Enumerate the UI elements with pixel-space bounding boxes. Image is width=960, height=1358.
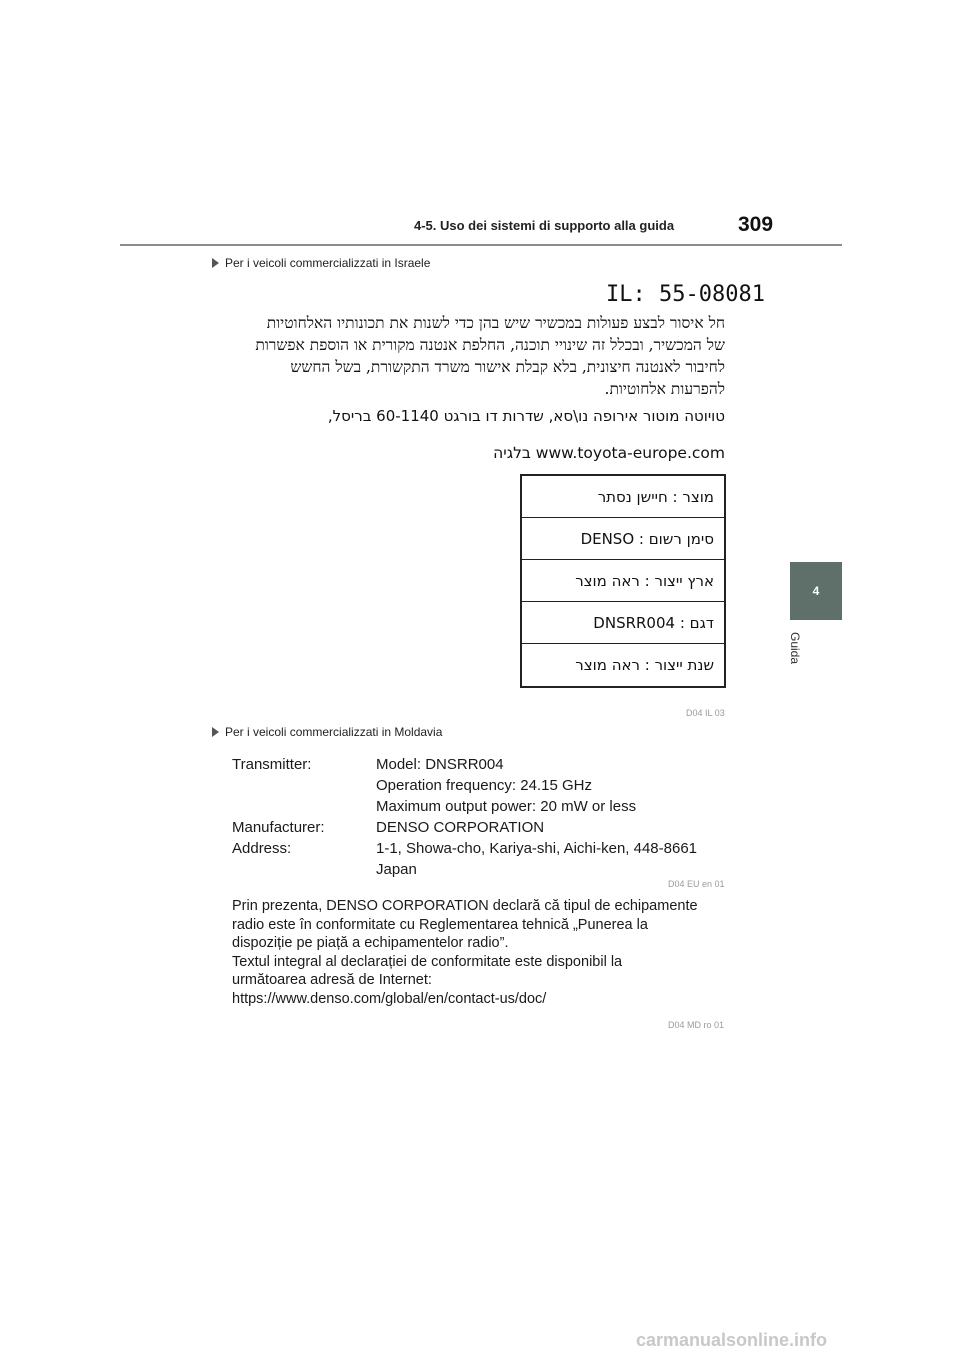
product-label-box [520,474,726,688]
chapter-number: 4 [812,584,820,598]
label-row-country: ארץ ייצור : ראה מוצר [522,560,724,602]
spec-value: Japan [376,861,417,878]
spec-value: 1-1, Showa-cho, Kariya-shi, Aichi-ken, 448-8661 [376,840,698,857]
spec-key [232,796,376,817]
hebrew-line: של המכשיר, ובכלל זה שינויי תוכנה, החלפת אנטנה מקורית או הוספת אפשרות [255,336,725,354]
conformity-declaration [232,897,732,1008]
watermark: carmanualsonline.info [636,1330,828,1350]
declaration-line: dispoziție pe piață a echipamentelor radio”. [232,935,509,951]
spec-value: DENSO CORPORATION [376,819,545,836]
spec-key: Transmitter: [232,756,312,773]
spec-code: D04 EU en 01 [668,879,725,889]
spec-value: Model: DNSRR004 [376,756,504,773]
declaration-code: D04 MD ro 01 [668,1020,725,1030]
spec-row [232,817,732,838]
spec-key: Manufacturer: [232,819,325,836]
israel-bullet-text: Per i veicoli commercializzati in Israele [225,256,431,270]
hebrew-line: להפרעות אלחוטיות. [604,380,725,398]
moldova-bullet [212,725,442,739]
hebrew-line: לחיבור לאנטנה חיצונית, בלא קבלת אישור משרד התקשורת, בשל החשש [290,358,725,376]
spec-key [232,859,376,880]
declaration-line: Prin prezenta, DENSO CORPORATION declară că tipul de echipamente [232,898,698,914]
bullet-arrow-icon [212,258,219,268]
spec-row [232,754,732,775]
bullet-arrow-icon [212,727,219,737]
spec-row [232,859,732,880]
chapter-tab [790,562,842,620]
declaration-line: radio este în conformitate cu Reglementarea tehnică „Punerea la [232,916,648,933]
section-title: 4-5. Uso dei sistemi di supporto alla guida [414,218,675,233]
label-row-product: מוצר : חיישן נסתר [522,476,724,518]
israel-website: www.toyota-europe.com בלגיה [493,444,725,462]
spec-value: Operation frequency: 24.15 GHz [376,777,592,794]
declaration-line: Textul integral al declarației de conformitate este disponibil la [232,953,623,970]
declaration-url[interactable]: https://www.denso.com/global/en/contact-us/doc/ [232,990,547,1007]
spec-key [232,775,376,796]
declaration-line: următoarea adresă de Internet: [232,972,432,988]
israel-image-code: D04 IL 03 [686,708,725,718]
chapter-label: Guida [788,632,802,665]
header-rule [120,244,842,246]
label-row-year: שנת ייצור : ראה מוצר [575,656,714,674]
israel-importer-address: טויוטה מוטור אירופה נו\סא, שדרות דו בורגט 60-1140 בריסל, [327,407,725,425]
spec-row [232,838,732,859]
hebrew-line: חל איסור לבצע פעולות במכשיר שיש בהן כדי לשנות את תכונותיו האלחוטיות [266,314,725,332]
label-row-brand: סימן רשום : DENSO [522,518,724,560]
il-approval-code: IL: 55-08081 [606,282,765,307]
chapter-label-wrap [786,632,808,682]
page-number: 309 [738,213,774,236]
spec-value: Maximum output power: 20 mW or less [376,798,637,815]
spec-row [232,775,732,796]
label-row-model: דגם : DNSRR004 [522,602,724,644]
moldova-bullet-text: Per i veicoli commercializzati in Moldavia [225,725,443,739]
spec-row [232,796,732,817]
israel-bullet [212,256,430,270]
spec-key: Address: [232,840,292,857]
israel-hebrew-notice [230,312,725,400]
